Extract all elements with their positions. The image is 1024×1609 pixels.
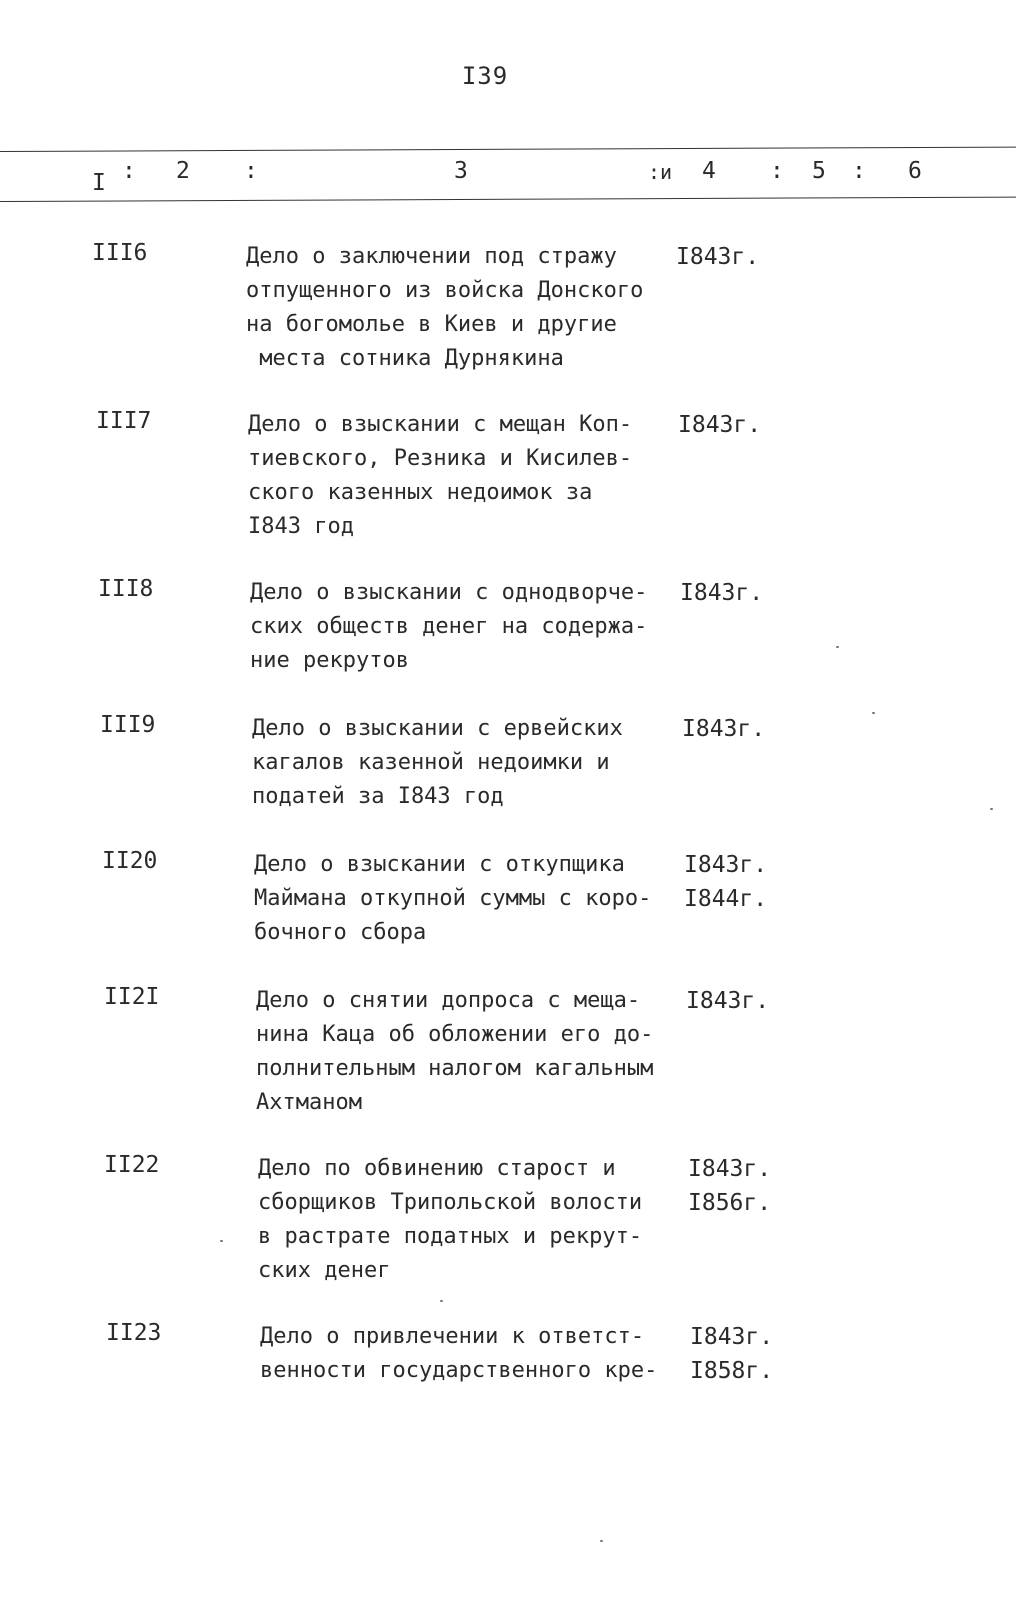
description-line: Ахтманом xyxy=(256,1090,362,1115)
date: I843г. xyxy=(684,852,768,878)
date: I858г. xyxy=(690,1358,774,1384)
column-header-5: 5 xyxy=(812,158,826,184)
list-item xyxy=(0,848,1024,984)
description-line: Дело по обвинению старост и xyxy=(258,1156,616,1181)
description-line: Дело о привлечении к ответст- xyxy=(260,1324,645,1349)
scan-speck xyxy=(440,1300,443,1302)
description-line: Маймана откупной суммы с коро- xyxy=(254,886,652,911)
description-line: места сотника Дурнякина xyxy=(246,346,564,371)
column-header-4: 4 xyxy=(702,158,716,184)
entry-description xyxy=(246,240,686,376)
description-line: ского казенных недоимок за xyxy=(248,480,593,505)
entry-dates xyxy=(684,848,767,916)
entry-description xyxy=(254,848,694,950)
date: I856г. xyxy=(688,1190,772,1216)
entry-number: III6 xyxy=(92,240,148,266)
entry-dates xyxy=(682,712,765,746)
column-header-1: I xyxy=(92,170,106,196)
column-separator-1: : xyxy=(122,158,136,184)
entry-number: III7 xyxy=(96,408,152,434)
date: I843г. xyxy=(676,244,760,270)
entry-description xyxy=(256,984,696,1120)
column-separator-3: :и xyxy=(648,160,673,184)
description-line: ских денег xyxy=(258,1258,391,1283)
entry-description xyxy=(258,1152,698,1288)
date: I843г. xyxy=(678,412,762,438)
column-separator-4: : xyxy=(770,158,784,184)
entry-number: II22 xyxy=(104,1152,160,1178)
header-rule-top xyxy=(0,147,1016,152)
description-line: отпущенного из войска Донского xyxy=(246,278,644,303)
entry-dates xyxy=(690,1320,773,1388)
entry-description xyxy=(248,408,688,544)
entry-number: III8 xyxy=(98,576,154,602)
date: I843г. xyxy=(686,988,770,1014)
entry-number: III9 xyxy=(100,712,156,738)
description-line: ских обществ денег на содержа- xyxy=(250,614,648,639)
header-rule-bottom xyxy=(0,197,1016,202)
description-line: податей за I843 год xyxy=(252,784,504,809)
column-header-2: 2 xyxy=(176,158,190,184)
entry-dates xyxy=(676,240,759,274)
description-line: Дело о заключении под стражу xyxy=(246,244,617,269)
entry-dates xyxy=(678,408,761,442)
column-header-3: 3 xyxy=(454,158,468,184)
entry-description xyxy=(250,576,690,678)
date: I843г. xyxy=(680,580,764,606)
description-line: Дело о взыскании с откупщика xyxy=(254,852,625,877)
description-line: бочного сбора xyxy=(254,920,427,945)
list-item xyxy=(0,240,1024,408)
list-item xyxy=(0,984,1024,1152)
list-item xyxy=(0,1152,1024,1320)
column-separator-5: : xyxy=(852,158,866,184)
date: I843г. xyxy=(688,1156,772,1182)
entry-number: II23 xyxy=(106,1320,162,1346)
description-line: кагалов казенной недоимки и xyxy=(252,750,610,775)
column-header-6: 6 xyxy=(908,158,922,184)
date: I843г. xyxy=(690,1324,774,1350)
list-item xyxy=(0,712,1024,848)
scan-speck xyxy=(600,1540,603,1542)
scan-speck xyxy=(872,712,875,714)
entry-dates xyxy=(686,984,769,1018)
scan-speck xyxy=(836,646,839,648)
description-line: нина Каца об обложении его до- xyxy=(256,1022,654,1047)
entry-description xyxy=(252,712,692,814)
description-line: I843 год xyxy=(248,514,354,539)
date: I844г. xyxy=(684,886,768,912)
description-line: Дело о снятии допроса с меща- xyxy=(256,988,641,1013)
entry-dates xyxy=(680,576,763,610)
date: I843г. xyxy=(682,716,766,742)
description-line: тиевского, Резника и Кисилев- xyxy=(248,446,633,471)
list-item xyxy=(0,408,1024,576)
column-separator-2: : xyxy=(244,158,258,184)
description-line: в растрате податных и рекрут- xyxy=(258,1224,643,1249)
description-line: ние рекрутов xyxy=(250,648,409,673)
entry-description xyxy=(260,1320,700,1388)
entry-number: II2I xyxy=(104,984,160,1010)
description-line: Дело о взыскании с однодворче- xyxy=(250,580,648,605)
description-line: Дело о взыскании с ервейских xyxy=(252,716,623,741)
list-item xyxy=(0,1320,1024,1400)
entry-dates xyxy=(688,1152,771,1220)
description-line: на богомолье в Киев и другие xyxy=(246,312,617,337)
description-line: сборщиков Трипольской волости xyxy=(258,1190,643,1215)
description-line: венности государственного кре- xyxy=(260,1358,658,1383)
scan-speck xyxy=(990,808,993,810)
description-line: полнительным налогом кагальным xyxy=(256,1056,654,1081)
list-item xyxy=(0,576,1024,712)
page-number: I39 xyxy=(461,62,509,90)
entry-number: II20 xyxy=(102,848,158,874)
entries-list xyxy=(0,240,1024,1400)
description-line: Дело о взыскании с мещан Коп- xyxy=(248,412,633,437)
scan-speck xyxy=(220,1240,223,1242)
